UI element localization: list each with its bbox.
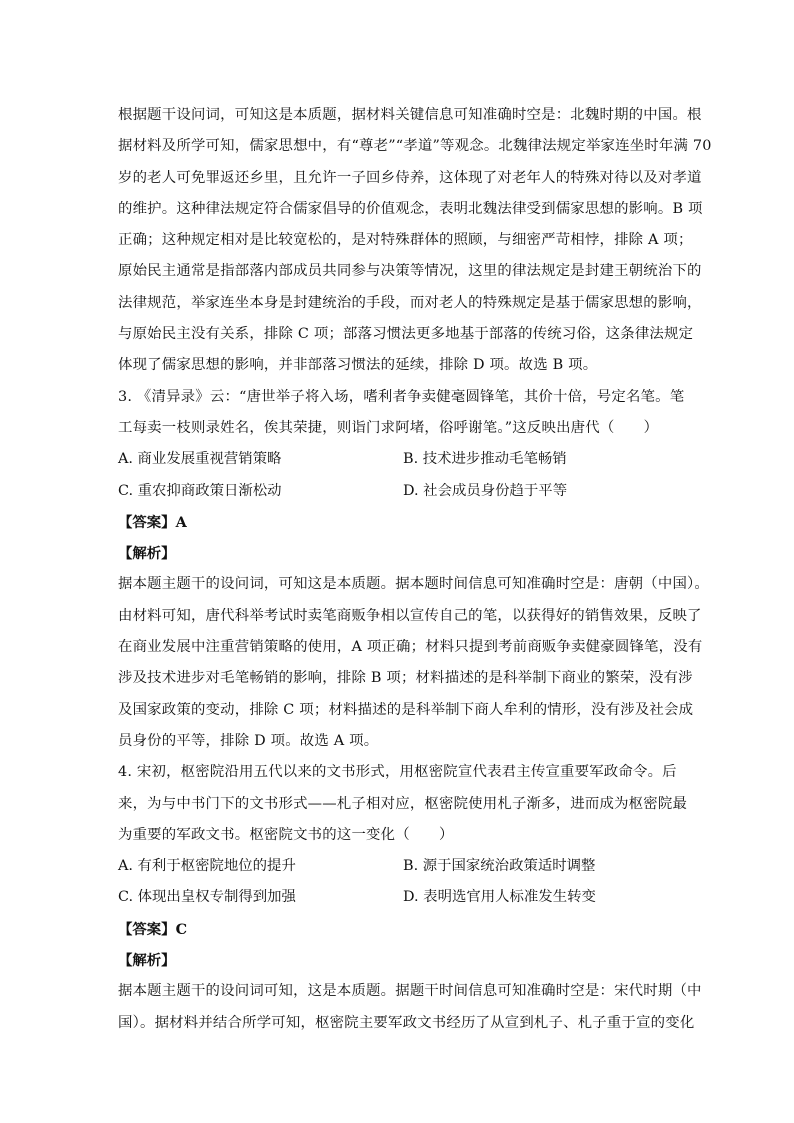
analysis-label: 【解析】 bbox=[118, 952, 176, 970]
text-line: 与原始民主没有关系，排除 C 项；部落习惯法更多地基于部落的传统习俗，这条律法规定 bbox=[118, 326, 694, 343]
option-a: A. 商业发展重视营销策略 bbox=[118, 451, 282, 468]
text-line: 涉及技术进步对毛笔畅销的影响，排除 B 项；材料描述的是科举制下商业的繁荣，没有涉 bbox=[118, 670, 693, 687]
question-stem-line: 来，为与中书门下的文书形式——札子相对应，枢密院使用札子渐多，进而成为枢密院最 bbox=[118, 795, 688, 812]
answer-label: 【答案】C bbox=[118, 920, 188, 938]
question-4 bbox=[118, 757, 702, 1039]
q2-analysis-paragraph bbox=[118, 100, 712, 382]
option-c: C. 重农抑商政策日渐松动 bbox=[118, 482, 282, 499]
option-c: C. 体现出皇权专制得到加强 bbox=[118, 889, 296, 906]
options-row bbox=[118, 476, 688, 507]
question-3 bbox=[118, 382, 710, 758]
text-line: 原始民主通常是指部落内部成员共同参与决策等情况，这里的律法规定是封建王朝统治下的 bbox=[118, 263, 702, 280]
options-row bbox=[118, 851, 688, 882]
options-row bbox=[118, 882, 688, 913]
page-content bbox=[118, 100, 712, 1039]
text-line: 在商业发展中注重营销策略的使用，A 项正确；材料只提到考前商贩争卖健豪圆锋笔，没有 bbox=[118, 639, 703, 656]
text-line: 由材料可知，唐代科举考试时卖笔商贩争相以宣传自己的笔，以获得好的销售效果，反映了 bbox=[118, 607, 702, 624]
option-d: D. 表明选官用人标准发生转变 bbox=[403, 889, 596, 906]
text-line: 员身份的平等，排除 D 项。故选 A 项。 bbox=[118, 732, 379, 749]
text-line: 的维护。这种律法规定符合儒家倡导的价值观念，表明北魏法律受到儒家思想的影响。B 项 bbox=[118, 200, 703, 217]
text-line: 根据题干设问词，可知这是本质题，据材料关键信息可知准确时空是：北魏时期的中国。根 bbox=[118, 107, 702, 123]
text-line: 法律规范，举家连坐本身是封建统治的手段，而对老人的特殊规定是基于儒家思想的影响， bbox=[118, 294, 702, 311]
text-line: 据本题主题干的设问词可知，这是本质题。据题干时间信息可知准确时空是：宋代时期（中 bbox=[118, 983, 702, 1000]
question-stem-line: 为重要的军政文书。枢密院文书的这一变化（ ） bbox=[118, 826, 454, 843]
answer-label: 【答案】A bbox=[118, 513, 187, 531]
question-stem-line: 3. 《清异录》云：“唐世举子将入场，嗜利者争卖健毫圆锋笔，其价十倍，号定名笔。笔 bbox=[118, 388, 685, 405]
text-line: 及国家政策的变动，排除 C 项；材料描述的是科举制下商人牟利的情形，没有涉及社会成 bbox=[118, 701, 694, 718]
text-line: 岁的老人可免罪返还乡里，且允许一子回乡侍养，这体现了对老年人的特殊对待以及对孝道 bbox=[118, 169, 702, 186]
options-row bbox=[118, 444, 688, 475]
text-line: 体现了儒家思想的影响，并非部落习惯法的延续，排除 D 项。故选 B 项。 bbox=[118, 357, 598, 374]
text-line: 正确；这种规定相对是比较宽松的，是对特殊群体的照顾，与细密严苛相悖，排除 A 项； bbox=[118, 232, 693, 249]
text-line: 据本题主题干的设问词，可知这是本质题。据本题时间信息可知准确时空是：唐朝（中国）。 bbox=[118, 576, 710, 593]
analysis-label: 【解析】 bbox=[118, 545, 176, 563]
option-b: B. 技术进步推动毛笔畅销 bbox=[403, 451, 567, 468]
question-stem-line: 4. 宋初，枢密院沿用五代以来的文书形式，用枢密院宣代表君主传宣重要军政命令。后 bbox=[118, 764, 677, 781]
option-b: B. 源于国家统治政策适时调整 bbox=[403, 858, 596, 875]
text-line: 据材料及所学可知，儒家思想中，有“尊老”“孝道”等观念。北魏律法规定举家连坐时年满 70 bbox=[118, 138, 712, 155]
option-d: D. 社会成员身份趋于平等 bbox=[403, 482, 568, 499]
question-stem-line: 工每卖一枝则录姓名，俟其荣捷，则诣门求阿堵，俗呼谢笔。”这反映出唐代（ ） bbox=[118, 419, 659, 436]
text-line: 国）。据材料并结合所学可知，枢密院主要军政文书经历了从宣到札子、札子重于宣的变化 bbox=[118, 1014, 695, 1031]
option-a: A. 有利于枢密院地位的提升 bbox=[118, 858, 296, 875]
